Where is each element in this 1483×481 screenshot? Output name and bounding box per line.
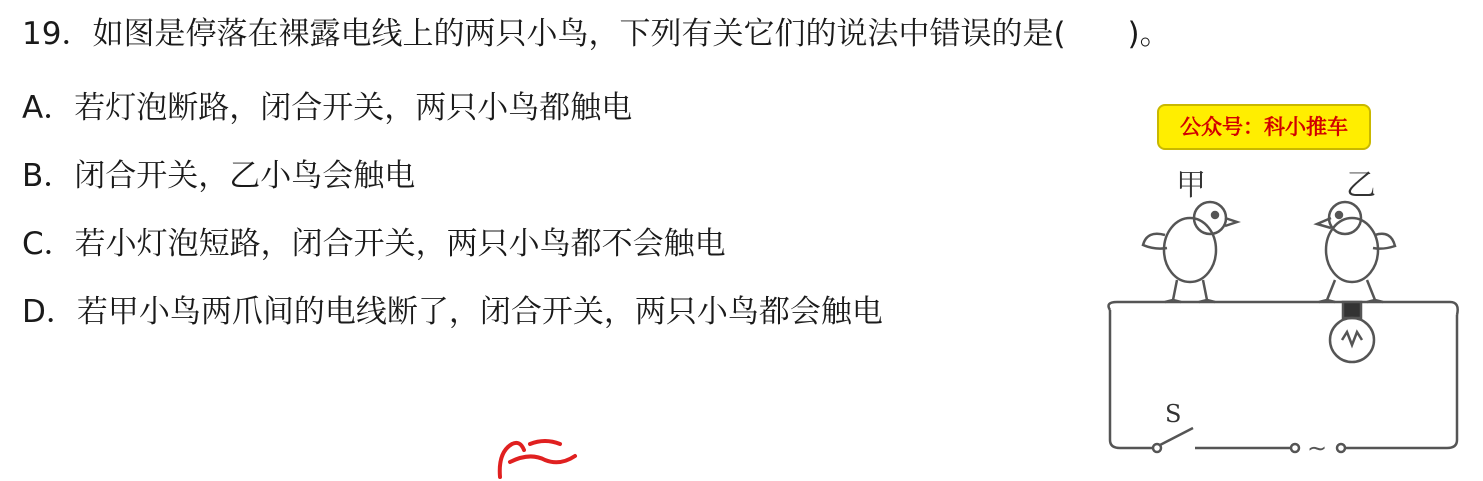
option-c[interactable]: C．若小灯泡短路，闭合开关，两只小鸟都不会触电 — [22, 226, 726, 262]
switch-label: S — [1165, 400, 1182, 428]
watermark-badge: 公众号：科小推车 — [1157, 104, 1371, 150]
bird-yi-label: 乙 — [1346, 168, 1376, 203]
circuit-diagram — [1095, 190, 1470, 465]
left-wire — [1110, 310, 1153, 448]
top-wire — [1109, 302, 1458, 315]
bird-yi-icon — [1317, 202, 1395, 302]
right-wire — [1345, 315, 1457, 448]
option-b[interactable]: B．闭合开关，乙小鸟会触电 — [22, 158, 416, 194]
bulb-icon — [1330, 302, 1374, 362]
red-scribble-mark — [490, 432, 600, 481]
bird-jia-icon — [1143, 202, 1237, 302]
bird-jia-label: 甲 — [1176, 168, 1206, 203]
switch-icon — [1153, 428, 1290, 452]
option-d[interactable]: D．若甲小鸟两爪间的电线断了，闭合开关，两只小鸟都会触电 — [22, 294, 883, 330]
question-text: 19．如图是停落在裸露电线上的两只小鸟，下列有关它们的说法中错误的是( )。 — [22, 16, 1171, 52]
option-a[interactable]: A．若灯泡断路，闭合开关，两只小鸟都触电 — [22, 90, 633, 126]
power-source-symbol: ∼ — [1307, 434, 1328, 462]
